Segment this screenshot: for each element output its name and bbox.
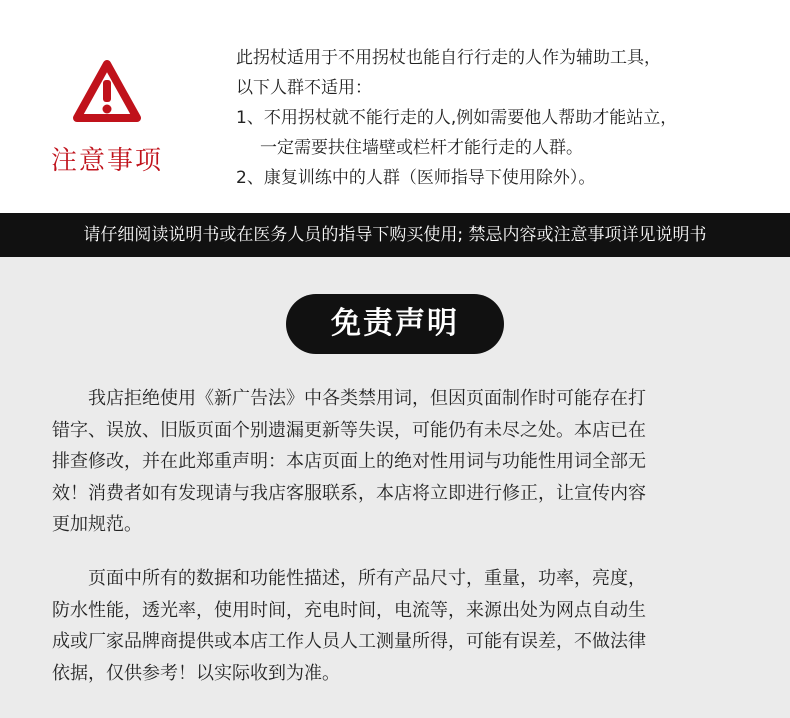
paragraph-line: 成或厂家品牌商提供或本店工作人员人工测量所得，可能有误差，不做法律 — [52, 631, 646, 652]
notice-title: 注意事项 — [51, 146, 164, 176]
paragraph-line: 排查修改，并在此郑重声明：本店页面上的绝对性用词与功能性用词全部无 — [52, 451, 646, 472]
paragraph-line: 错字、误放、旧版页面个别遗漏更新等失误，可能仍有未尽之处。本店已在 — [52, 419, 646, 441]
disclaimer-paragraph-1 — [52, 383, 742, 541]
paragraph-line: 更加规范。 — [52, 514, 142, 535]
notice-line: 1、不用拐杖就不能行走的人,例如需要他人帮助才能站立， — [236, 108, 678, 128]
notice-line: 一定需要扶住墙壁或栏杆才能行走的人群。 — [260, 138, 583, 158]
disclaimer-paragraph-2 — [52, 563, 742, 689]
notice-line: 此拐杖适用于不用拐杖也能自行行走的人作为辅助工具， — [236, 48, 661, 68]
instruction-banner: 请仔细阅读说明书或在医务人员的指导下购买使用; 禁忌内容或注意事项详见说明书 — [0, 213, 790, 257]
paragraph-line: 页面中所有的数据和功能性描述，所有产品尺寸，重量，功率，亮度， — [52, 568, 646, 589]
notice-text — [236, 43, 776, 193]
notice-line: 2、康复训练中的人群（医师指导下使用除外）。 — [236, 168, 596, 188]
paragraph-line: 防水性能，透光率，使用时间，充电时间，电流等，来源出处为网点自动生 — [52, 599, 646, 621]
disclaimer-title: 免责声明 — [286, 294, 504, 354]
disclaimer-section — [0, 257, 790, 718]
notice-line: 以下人群不适用： — [236, 78, 372, 98]
paragraph-line: 效！消费者如有发现请与我店客服联系，本店将立即进行修正，让宣传内容 — [52, 482, 646, 504]
paragraph-line: 依据，仅供参考！以实际收到为准。 — [52, 662, 340, 684]
paragraph-line: 我店拒绝使用《新广告法》中各类禁用词，但因页面制作时可能存在打 — [52, 388, 646, 409]
warning-triangle-icon — [72, 58, 142, 124]
notice-section — [0, 0, 790, 213]
